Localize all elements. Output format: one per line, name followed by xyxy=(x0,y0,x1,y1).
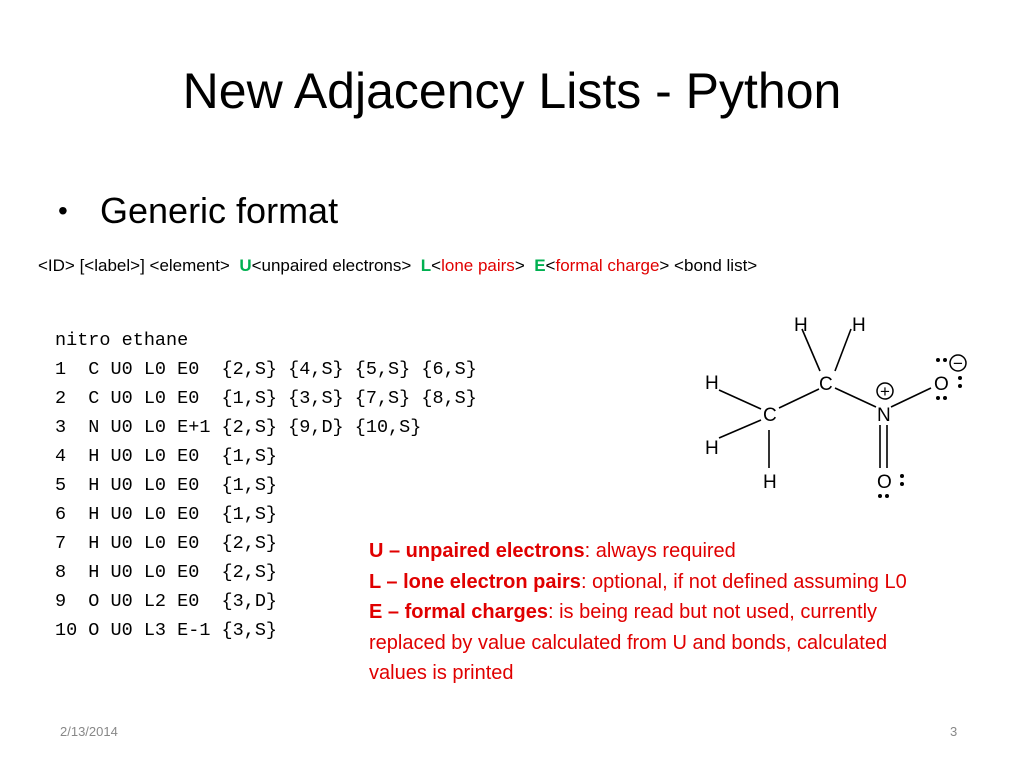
format-formal-charge: formal charge xyxy=(555,256,660,275)
format-u-letter: U xyxy=(239,256,252,275)
code-line: 9 O U0 L2 E0 {3,D} xyxy=(55,591,278,612)
note-term: L – lone electron pairs xyxy=(369,570,581,593)
plus-charge-symbol: + xyxy=(880,382,890,401)
bond-h-c2 xyxy=(835,329,851,371)
lone-pair-dot xyxy=(878,494,882,498)
format-part-4: > xyxy=(514,256,535,275)
format-part-3: < xyxy=(431,256,442,275)
code-line: 10 O U0 L3 E-1 {3,S} xyxy=(55,620,278,641)
slide-title: New Adjacency Lists - Python xyxy=(182,63,842,119)
format-lone-pairs: lone pairs xyxy=(441,256,515,275)
code-line: 8 H U0 L0 E0 {2,S} xyxy=(55,562,278,583)
code-line: 4 H U0 L0 E0 {1,S} xyxy=(55,446,278,467)
page-number: 3 xyxy=(950,724,958,739)
note-desc: replaced by value calculated from U and bonds, calculated xyxy=(369,631,888,654)
bullet-text: Generic format xyxy=(100,190,339,231)
note-desc: : optional, if not defined assuming L0 xyxy=(580,570,907,593)
code-line: 1 C U0 L0 E0 {2,S} {4,S} {5,S} {6,S} xyxy=(55,359,477,380)
note-desc: : is being read but not used, currently xyxy=(547,601,878,623)
note-line xyxy=(369,536,999,567)
minus-charge-symbol: − xyxy=(953,354,963,373)
note-line xyxy=(369,658,999,689)
lone-pair-dot xyxy=(885,494,889,498)
atom-h: H xyxy=(705,438,719,459)
atom-h: H xyxy=(763,472,777,493)
bond-n-o xyxy=(891,388,931,407)
format-part-2: <unpaired electrons> xyxy=(251,256,421,275)
code-line: nitro ethane xyxy=(55,330,189,351)
plus-charge-icon xyxy=(877,382,893,401)
lone-pair-dot xyxy=(958,376,962,380)
lone-pair-dot xyxy=(943,358,947,362)
note-term: U – unpaired electrons xyxy=(369,540,585,562)
atom-h: H xyxy=(794,315,808,336)
bullet-dot: • xyxy=(58,195,68,226)
code-line: 6 H U0 L0 E0 {1,S} xyxy=(55,504,278,525)
format-part-6: > <bond list> xyxy=(659,256,758,275)
lone-pair-dot xyxy=(900,474,904,478)
format-e-letter: E xyxy=(534,256,546,275)
format-part-1: <ID> [<label>] <element> xyxy=(38,256,240,275)
format-line xyxy=(38,256,757,276)
bonds xyxy=(719,329,931,468)
bond-c1-c2 xyxy=(779,389,819,408)
note-line xyxy=(369,628,999,659)
note-desc: values is printed xyxy=(369,662,514,684)
minus-charge-icon xyxy=(950,354,966,373)
footer-date: 2/13/2014 xyxy=(60,724,118,739)
atom-o: O xyxy=(934,374,949,395)
atom-h: H xyxy=(705,373,719,394)
lone-pair-dot xyxy=(900,482,904,486)
bond-c2-n xyxy=(835,388,876,407)
note-desc: : always required xyxy=(584,540,736,562)
code-line: 5 H U0 L0 E0 {1,S} xyxy=(55,475,278,496)
atom-h: H xyxy=(852,315,866,336)
atom-c: C xyxy=(763,405,777,426)
atom-c: C xyxy=(819,374,833,395)
atom-n: N xyxy=(877,405,891,426)
atom-o: O xyxy=(877,472,892,493)
format-part-5: < xyxy=(545,256,556,275)
note-line xyxy=(369,567,999,598)
note-line xyxy=(369,597,999,628)
nitroethane-structure xyxy=(695,308,985,508)
notes-block xyxy=(369,536,999,689)
lone-pair-dot xyxy=(943,396,947,400)
code-line: 7 H U0 L0 E0 {2,S} xyxy=(55,533,278,554)
bullet-item xyxy=(58,190,338,232)
code-line: 2 C U0 L0 E0 {1,S} {3,S} {7,S} {8,S} xyxy=(55,388,477,409)
bond-h-c1 xyxy=(719,420,761,438)
format-l-letter: L xyxy=(420,256,432,275)
code-line: 3 N U0 L0 E+1 {2,S} {9,D} {10,S} xyxy=(55,417,422,438)
note-term: E – formal charges xyxy=(369,601,548,623)
lone-pair-dot xyxy=(958,384,962,388)
lone-pair-dot xyxy=(936,358,940,362)
lone-pair-dot xyxy=(936,396,940,400)
bond-h-c1 xyxy=(719,390,761,409)
